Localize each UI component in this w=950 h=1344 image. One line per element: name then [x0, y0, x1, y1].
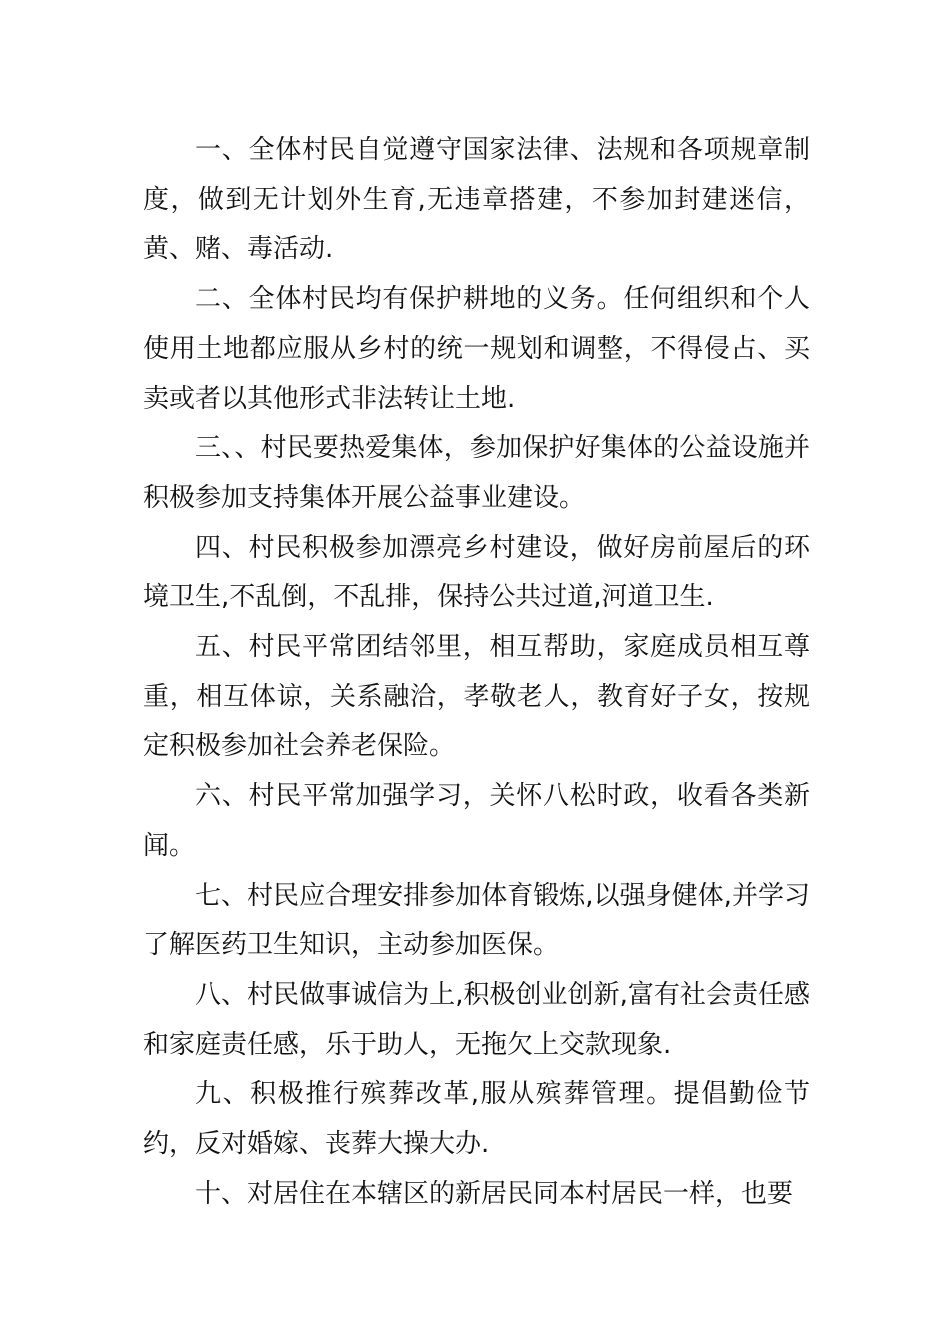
clause-8: 八、村民做事诚信为上,积极创业创新,富有社会责任感和家庭责任感，乐于助人，无拖欠上交款现象.: [143, 979, 810, 1060]
clause-2: 二、全体村民均有保护耕地的义务。任何组织和个人使用土地都应服从乡村的统一规划和调整，不得侵占、买卖或者以其他形式非法转让土地.: [143, 284, 810, 414]
clause-1: 一、全体村民自觉遵守国家法律、法规和各项规章制度，做到无计划外生育,无违章搭建，不参加封建迷信，黄、赌、毒活动.: [143, 135, 810, 265]
village-regulations-body: [143, 126, 810, 1219]
clause-6: 六、村民平常加强学习，关怀八松时政，收看各类新闻。: [143, 781, 810, 861]
clause-9: 九、积极推行殡葬改革,服从殡葬管理。提倡勤俭节约，反对婚嫁、丧葬大操大办.: [143, 1079, 810, 1160]
clause-10: 十、对居住在本辖区的新居民同本村居民一样，也要: [195, 1178, 794, 1209]
clause-4: 四、村民积极参加漂亮乡村建设，做好房前屋后的环境卫生,不乱倒，不乱排，保持公共过道,河道卫生.: [143, 532, 810, 613]
clause-7: 七、村民应合理安排参加体育锻炼,以强身健体,并学习了解医药卫生知识，主动参加医保。: [143, 880, 810, 961]
clause-3: 三、、村民要热爱集体，参加保护好集体的公益设施并积极参加支持集体开展公益事业建设。: [143, 433, 810, 513]
clause-5: 五、村民平常团结邻里，相互帮助，家庭成员相互尊重，相互体谅，关系融洽，孝敬老人，教育好子女，按规定积极参加社会养老保险。: [143, 632, 810, 762]
